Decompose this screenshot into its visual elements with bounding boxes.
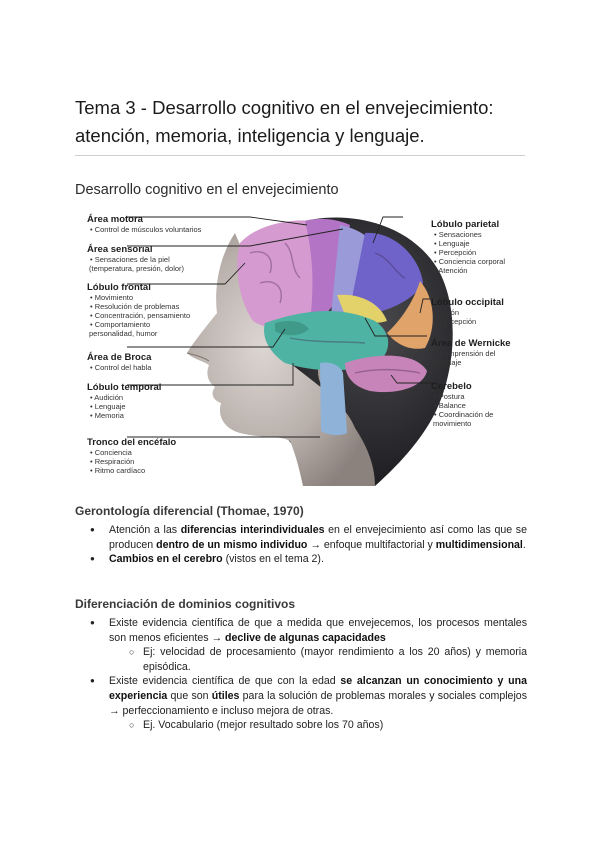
label-title: Área de Wernicke (431, 338, 511, 349)
label-title: Tronco del encéfalo (87, 437, 177, 448)
label-item: (temperatura, presión, dolor) (89, 264, 185, 273)
label-item: • Resolución de problemas (90, 302, 180, 311)
sub-list-item: ○ Ej: velocidad de procesamiento (mayor rendimiento a los 20 años) y memoria episódica. (75, 645, 527, 674)
brain-diagram (75, 203, 527, 486)
label-title: Lóbulo frontal (87, 282, 151, 293)
label-item: • Conciencia corporal (434, 257, 505, 266)
gerontologia-heading: Gerontología diferencial (Thomae, 1970) (75, 504, 304, 518)
dominios-heading: Diferenciación de dominios cognitivos (75, 597, 296, 611)
label-item: • Visión (434, 308, 460, 317)
label-title: Área sensorial (87, 244, 153, 255)
label-title: Lóbulo parietal (431, 219, 500, 230)
label-item: • Balance (434, 401, 466, 410)
label-item: • Coordinación de (434, 410, 494, 419)
dominios-list (75, 616, 527, 733)
sub-list-item: ○ Ej. Vocabulario (mejor resultado sobre los 70 años) (75, 718, 527, 733)
gerontologia-list (75, 523, 527, 567)
list-item: ● Atención a las diferencias interindividuales en el envejecimiento así como las que se producen dentro de un mismo individuo → enfoque multifactorial y multidimensional. (75, 523, 527, 552)
label-item: • Percepción (434, 248, 477, 257)
label-item: lenguaje (433, 358, 462, 367)
label-title: Lóbulo temporal (87, 382, 162, 393)
left-labels (87, 214, 202, 475)
label-title: Lóbulo occipital (431, 297, 504, 308)
list-item: ● Existe evidencia científica de que con la edad se alcanzan un conocimiento y una experiencia que son útiles para la solución de problemas morales y sociales complejos → perfeccionamiento e incluso mejora de otras. (75, 674, 527, 718)
label-item: • Comportamiento (90, 320, 151, 329)
section-heading: Desarrollo cognitivo en el envejecimiento (75, 182, 339, 198)
label-title: Área de Broca (87, 352, 152, 363)
label-item: • Audición (90, 393, 124, 402)
page-title: Tema 3 - Desarrollo cognitivo en el envejecimiento: atención, memoria, inteligencia y lenguaje. (75, 97, 494, 146)
label-item: movimiento (433, 419, 472, 428)
label-item: • Atención (434, 266, 468, 275)
label-item: • Sensaciones de la piel (90, 255, 170, 264)
list-item: ● Cambios en el cerebro (vistos en el tema 2). (75, 552, 527, 567)
label-item: • Control de músculos voluntarios (90, 225, 202, 234)
label-item: • Concentración, pensamiento (90, 311, 191, 320)
label-item: • Control del habla (90, 363, 152, 372)
label-item: • Memoria (90, 411, 124, 420)
list-item: ● Existe evidencia científica de que a medida que envejecemos, los procesos mentales son menos eficientes → declive de algunas capacidades (75, 616, 527, 645)
brainstem (320, 362, 347, 435)
label-item: personalidad, humor (89, 329, 158, 338)
label-item: • Percepción (434, 317, 477, 326)
label-item: • Comprensión del (434, 349, 496, 358)
label-item: • Lenguaje (90, 402, 126, 411)
divider (75, 155, 525, 156)
label-item: • Movimiento (90, 293, 134, 302)
label-item: • Ritmo cardíaco (90, 466, 146, 475)
label-item: • Respiración (90, 457, 135, 466)
label-title: Cerebelo (431, 381, 472, 392)
label-item: • Sensaciones (434, 230, 482, 239)
label-title: Área motora (87, 214, 143, 225)
right-labels (431, 219, 511, 428)
label-item: • Conciencia (90, 448, 132, 457)
label-item: • Lenguaje (434, 239, 470, 248)
label-item: • Postura (434, 392, 465, 401)
